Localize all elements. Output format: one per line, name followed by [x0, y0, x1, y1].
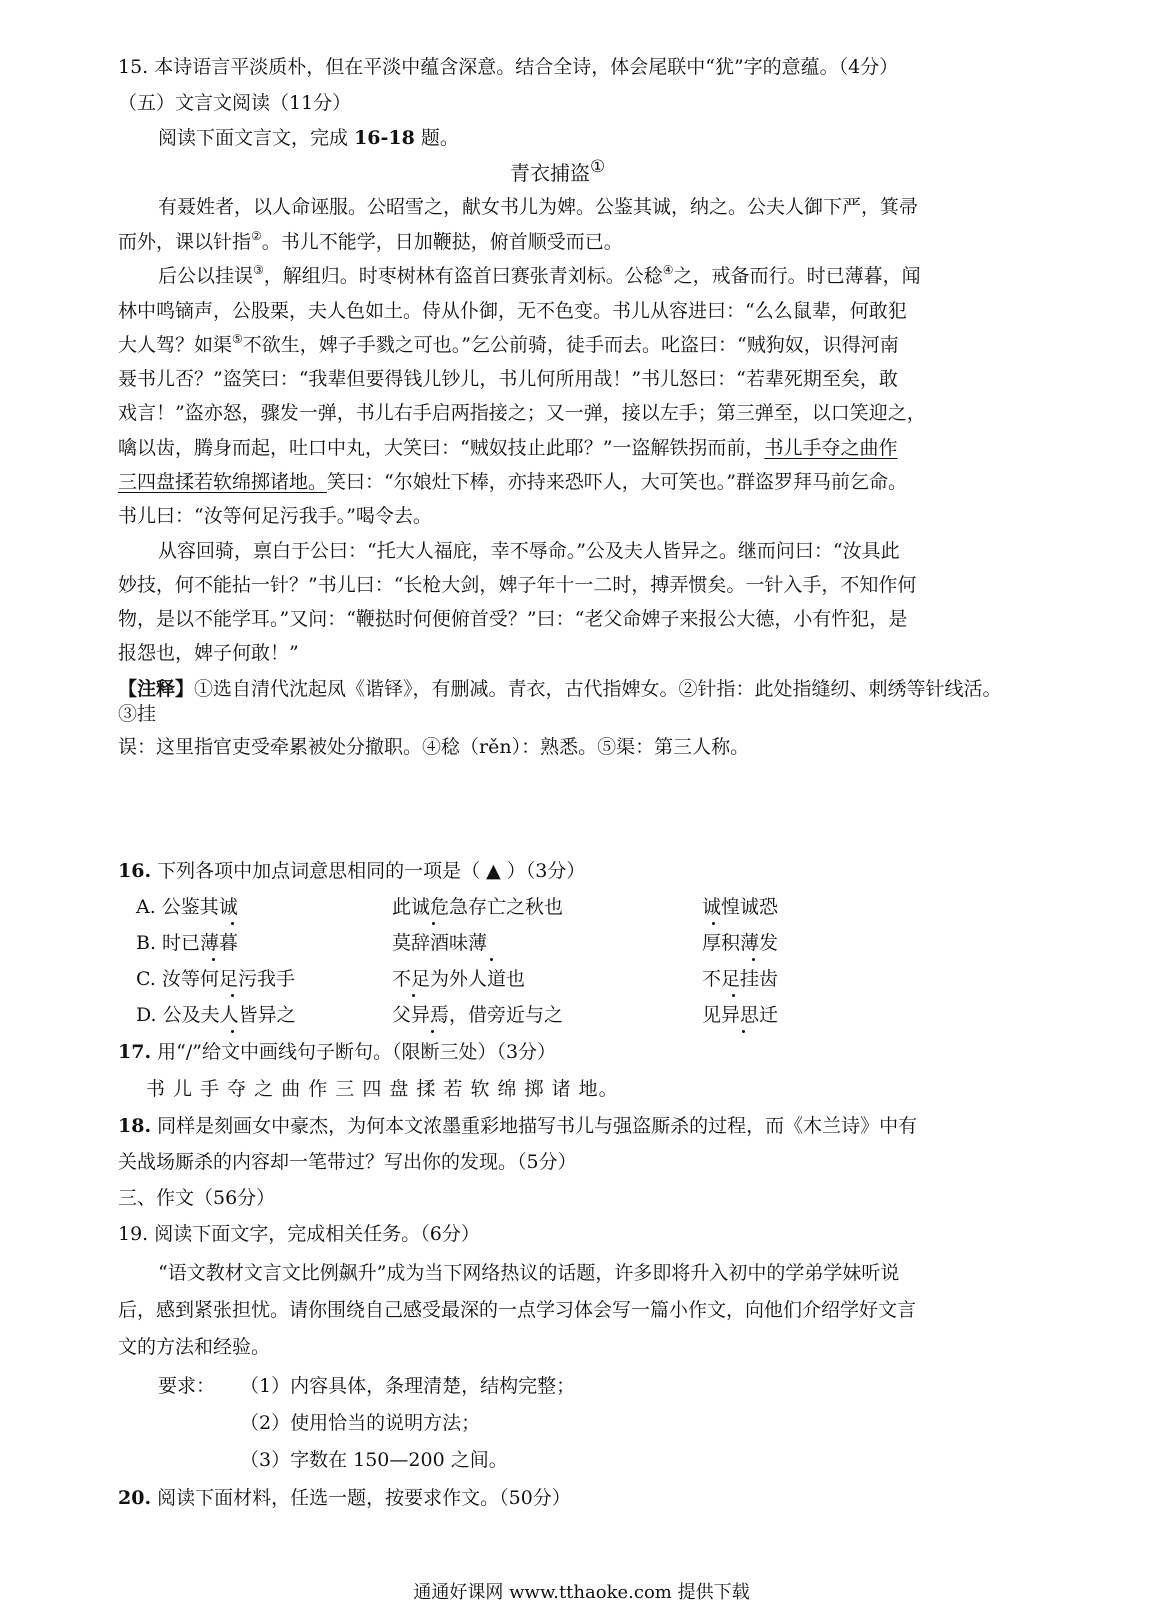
para1-line2: 而外，课以针指②。书儿不能学，日加鞭挞，俯首顺受而已。 [118, 229, 623, 253]
emphasis-dot [231, 1030, 234, 1033]
para3-line3: 物，是以不能学耳。”又问：“鞭挞时何便俯首受？”曰：“老父命婢子来报公大德，小有忤犯，是 [118, 608, 908, 630]
notes-line2: ③挂 [118, 703, 157, 725]
question-15: 15. 本诗语言平淡质朴，但在平淡中蕴含深意。结合全诗，体会尾联中“犹”字的意蕴。（4分） [118, 56, 899, 78]
q19-line2: 后，感到紧张担忧。请你围绕自己感受最深的一点学习体会写一篇小作文，向他们介绍学好文言 [118, 1299, 917, 1321]
notes-line3: 误：这里指官吏受牵累被处分撤职。④稔（rěn）：熟悉。⑤渠：第三人称。 [118, 736, 750, 758]
para3-line4: 报怨也，婢子何敢！” [118, 642, 299, 664]
emphasis-dot [231, 994, 234, 997]
para2-line8: 书儿曰：“汝等何足污我手。”喝令去。 [118, 505, 432, 527]
question-20: 20. 阅读下面材料，任选一题，按要求作文。（50分） [118, 1487, 571, 1509]
passage-title: 青衣捕盗① [510, 157, 606, 185]
para2-line3: 大人驾？如渠⑤不欲生，婢子手戮之可也。”乞公前骑，徒手而去。叱盗曰：“贼狗奴，识得河南 [118, 332, 899, 356]
q17-sentence: 书 儿 手 夺 之 曲 作 三 四 盘 揉 若 软 绵 掷 诸 地。 [146, 1078, 619, 1100]
reading-instruction: 阅读下面文言文，完成 16-18 题。 [158, 127, 459, 149]
emphasis-dot [752, 958, 755, 961]
para2-line1: 后公以挂误③，解组归。时枣树林有盗首曰赛张青刘标。公稔④之，戒备而行。时已薄暮，闻 [158, 263, 921, 287]
q19-requirement-2: （2）使用恰当的说明方法； [240, 1412, 481, 1434]
emphasis-dot [412, 994, 415, 997]
emphasis-dot [490, 958, 493, 961]
para2-line6: 噙以齿，腾身而起，吐口中丸，大笑曰：“贼奴技止此耶？”一盗解铁拐而前，书儿手夺之曲作 [118, 437, 898, 459]
underlined-sentence-part1: 书儿手夺之曲作 [764, 437, 898, 459]
para2-line5: 戏言！”盗亦怒，骤发一弹，书儿右手启两指接之；又一弹，接以左手；第三弹至，以口笑迎之， [118, 402, 926, 424]
emphasis-dot [212, 958, 215, 961]
exam-page: 15. 本诗语言平淡质朴，但在平淡中蕴含深意。结合全诗，体会尾联中“犹”字的意蕴。（4分） （五）文言文阅读（11分） 阅读下面文言文，完成 16-18 题。 青衣捕盗① 有聂姓者，以人命诬服。公昭雪之，献女书儿为婢。公鉴其诚，纳之。公夫人御下严，箕帚 而外，课以针指②。书儿不能学，日加鞭挞，俯首顺受而已。 后公以挂误③，解组归。时枣树林有盗首曰赛张青刘标。公稔④之，戒备而行。时已薄暮，闻 林中鸣镝声，公股栗，夫人色如土。侍从仆御，无不色变。书儿从容进曰：“么么鼠辈，何敢犯 大人驾？如渠⑤不欲生，婢子手戮之可也。”乞公前骑，徒手而去。叱盗曰：“贼狗奴，识得河南 聂书儿否？”盗笑曰：“我辈但要得钱儿钞儿，书儿何所用哉！”书儿怒曰：“若辈死期至矣，敢 戏言！”盗亦怒，骤发一弹，书儿右手启两指接之；又一弹，接以左手；第三弹至，以口笑迎之， 噙以齿，腾身而起，吐口中丸，大笑曰：“贼奴技止此耶？”一盗解铁拐而前，书儿手夺之曲作 三四盘揉若软绵掷诸地。笑曰：“尔娘灶下棒，亦持来恐吓人，大可笑也。”群盗罗拜马前乞命。 书儿曰：“汝等何足污我手。”喝令去。 从容回骑，禀白于公曰：“托大人福庇，幸不辱命。”公及夫人皆异之。继而问曰：“汝具此 妙技，何不能拈一针？”书儿曰：“长枪大剑，婢子年十一二时，搏弄惯矣。一针入手，不知作何 物，是以不能学耳。”又问：“鞭挞时何便俯首受？”曰：“老父命婢子来报公大德，小有忤犯，是 报怨也，婢子何敢！” 【注释】①选自清代沈起凤《谐铎》，有删减。青衣，古代指婢女。②针指：此处指缝纫、刺绣等针线活。 ③挂 误：这里指官吏受牵累被处分撤职。④稔（rěn）：熟悉。⑤渠：第三人称。 16. 下列各项中加点词意思相同的一项是（ ▲ ）（3分） A. 公鉴其诚 此诚危急存亡之秋也 诚惶诚恐 B. 时已薄暮 莫辞酒味薄 厚积薄发 C. 汝等何足污我手 不足为外人道也 不足挂齿 D. 公及夫人皆异之 父异焉，借旁近与之 见异思迁 17. 用“/”给文中画线句子断句。（限断三处）（3分） 书 儿 手 夺 之 曲 作 三 四 盘 揉 若 软 绵 掷 诸 地。 18. 同样是刻画女中豪杰，为何本文浓墨重彩地描写书儿与强盗厮杀的过程，而《木兰诗》中有 关战场厮杀的内容却一笔带过？写出你的发现。（5分） 三、作文（56分） 19. 阅读下面文字，完成相关任务。（6分） “语文教材文言文比例飙升”成为当下网络热议的话题，许多即将升入初中的学弟学妹听说 后，感到紧张担忧。请你围绕自己感受最深的一点学习体会写一篇小作文，向他们介绍学好文言 文的方法和经验。 要求： （1）内容具体，条理清楚，结构完整； （2）使用恰当的说明方法； （3）字数在 150—200 之间。 20. 阅读下面材料，任选一题，按要求作文。（50分） 通通好课网 www.tthaoke.com 提供下载 [0, 0, 1163, 1613]
section-5-heading: （五）文言文阅读（11分） [118, 92, 352, 114]
underlined-sentence-part2: 三四盘揉若软绵掷诸地。 [118, 471, 328, 493]
q19-requirement-1: （1）内容具体，条理清楚，结构完整； [240, 1375, 576, 1397]
q19-line1: “语文教材文言文比例飙升”成为当下网络热议的话题，许多即将升入初中的学弟学妹听说 [158, 1262, 900, 1284]
question-16: 16. 下列各项中加点词意思相同的一项是（ ▲ ）（3分） [118, 860, 586, 882]
footer-credit: 通通好课网 www.tthaoke.com 提供下载 [413, 1582, 750, 1603]
question-19: 19. 阅读下面文字，完成相关任务。（6分） [118, 1223, 480, 1245]
para2-line4: 聂书儿否？”盗笑曰：“我辈但要得钱儿钞儿，书儿何所用哉！”书儿怒曰：“若辈死期至矣，敢 [118, 368, 898, 390]
para2-line7: 三四盘揉若软绵掷诸地。笑曰：“尔娘灶下棒，亦持来恐吓人，大可笑也。”群盗罗拜马前乞命。 [118, 471, 907, 493]
emphasis-dot [231, 922, 234, 925]
emphasis-dot [431, 1030, 434, 1033]
question-17: 17. 用“/”给文中画线句子断句。（限断三处）（3分） [118, 1041, 557, 1063]
para2-line2: 林中鸣镝声，公股栗，夫人色如土。侍从仆御，无不色变。书儿从容进曰：“么么鼠辈，何敢犯 [118, 300, 907, 322]
para3-line2: 妙技，何不能拈一针？”书儿曰：“长枪大剑，婢子年十一二时，搏弄惯矣。一针入手，不知作何 [118, 574, 917, 596]
para1-line1: 有聂姓者，以人命诬服。公昭雪之，献女书儿为婢。公鉴其诚，纳之。公夫人御下严，箕帚 [158, 196, 919, 218]
question-18-line2: 关战场厮杀的内容却一笔带过？写出你的发现。（5分） [118, 1151, 577, 1173]
q19-line3: 文的方法和经验。 [118, 1336, 271, 1358]
emphasis-dot [712, 922, 715, 925]
emphasis-dot [732, 994, 735, 997]
para3-line1: 从容回骑，禀白于公曰：“托大人福庇，幸不辱命。”公及夫人皆异之。继而问曰：“汝具此 [158, 540, 900, 562]
part3-heading: 三、作文（56分） [118, 1187, 276, 1209]
question-18-line1: 18. 同样是刻画女中豪杰，为何本文浓墨重彩地描写书儿与强盗厮杀的过程，而《木兰诗》中有 [118, 1115, 918, 1137]
q19-requirement-3: （3）字数在 150—200 之间。 [240, 1449, 508, 1471]
notes-line1: 【注释】①选自清代沈起凤《谐铎》，有删减。青衣，古代指婢女。②针指：此处指缝纫、刺绣等针线活。 [118, 678, 1002, 700]
emphasis-dot [742, 1030, 745, 1033]
emphasis-dot [432, 922, 435, 925]
q19-requirement-label: 要求： [158, 1375, 216, 1397]
